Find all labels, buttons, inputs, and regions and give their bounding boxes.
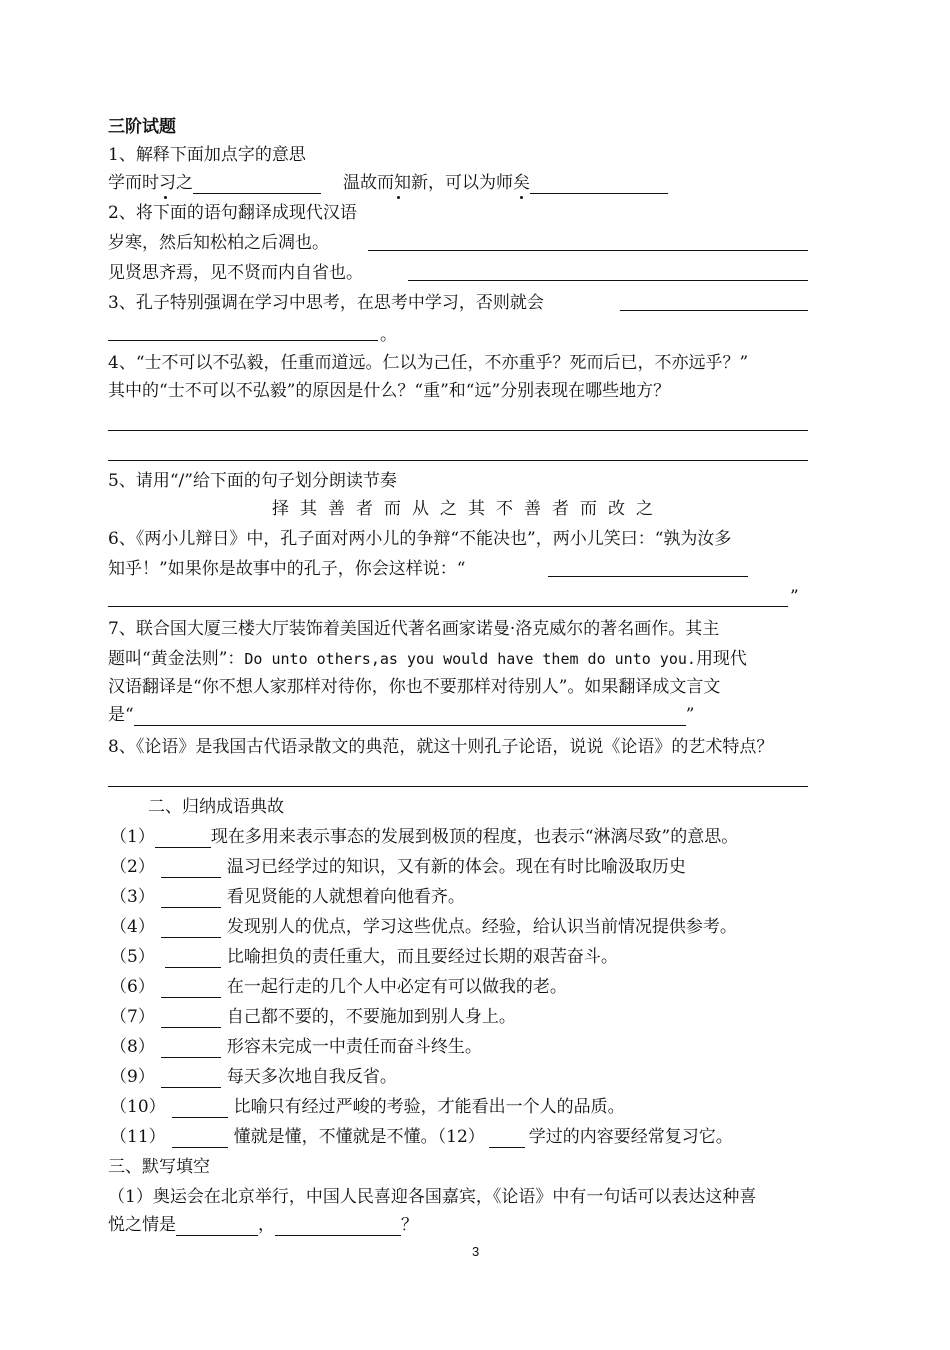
answer-blank[interactable] [193, 175, 321, 194]
section-3-heading: 三、默写填空 [108, 1157, 210, 1177]
question-6-end-quote: ” [790, 587, 799, 607]
question-5-sentence: 择其善者而从之其不善者而改之 [272, 499, 664, 519]
answer-blank[interactable] [161, 1009, 221, 1028]
answer-line[interactable] [368, 250, 808, 251]
question-7-line-2 [108, 648, 747, 670]
answer-blank[interactable] [161, 859, 221, 878]
answer-line[interactable] [108, 340, 378, 341]
answer-blank[interactable] [165, 949, 221, 968]
section-3-line-2: 悦之情是 ， ？ [108, 1215, 418, 1235]
question-3-stem: 3、孔子特别强调在学习中思考，在思考中学习，否则就会 [108, 293, 544, 313]
answer-blank[interactable] [176, 1217, 258, 1236]
emphasis-dot [397, 196, 400, 199]
answer-line[interactable] [108, 606, 788, 607]
answer-blank[interactable] [134, 707, 686, 726]
question-2-stem: 2、将下面的语句翻译成现代汉语 [108, 203, 357, 223]
section-2-heading: 二、归纳成语典故 [148, 797, 284, 817]
question-7-line-2-end: 用现代 [695, 649, 747, 669]
question-2-sentence-b: 见贤思齐焉，见不贤而内自省也。 [108, 263, 363, 283]
answer-blank[interactable] [161, 979, 221, 998]
question-7-line-4-end: ” [685, 705, 695, 725]
question-1-line [108, 172, 668, 194]
answer-line[interactable] [408, 280, 808, 281]
page-title: 三阶试题 [108, 117, 176, 137]
question-4-line-1: 4、“士不可以不弘毅，任重而道远。仁以为己任，不亦重乎？死而后已，不亦远乎？” [108, 353, 749, 373]
answer-line[interactable] [620, 310, 808, 311]
emphasis-dot [164, 196, 167, 199]
answer-line[interactable] [108, 786, 808, 787]
answer-blank[interactable] [172, 1099, 228, 1118]
idiom-item-9: （9） 每天多次地自我反省。 [110, 1067, 397, 1087]
idiom-item-7: （7） 自己都不要的，不要施加到别人身上。 [110, 1007, 516, 1027]
idiom-item-4: （4） 发现别人的优点，学习这些优点。经验，给认识当前情况提供参考。 [110, 917, 737, 937]
answer-line[interactable] [108, 460, 808, 461]
idiom-item-8: （8） 形容未完成一中责任而奋斗终生。 [110, 1037, 482, 1057]
idiom-item-12-text: 学过的内容要经常复习它。 [528, 1127, 733, 1147]
question-7-line-4-start: 是“ [108, 705, 134, 725]
answer-line[interactable] [548, 576, 748, 577]
answer-blank[interactable] [489, 1129, 525, 1148]
answer-blank[interactable] [275, 1217, 401, 1236]
section-3-line-1: （1）奥运会在北京举行，中国人民喜迎各国嘉宾，《论语》中有一句话可以表达这种喜 [108, 1187, 757, 1207]
answer-blank[interactable] [530, 175, 668, 194]
page-number: 3 [472, 1244, 480, 1259]
emphasis-dot [520, 196, 523, 199]
answer-blank[interactable] [172, 1129, 228, 1148]
question-3-end: 。 [380, 325, 397, 345]
golden-rule-english: Do unto others,as you would have them do unto you. [244, 650, 696, 668]
question-2-sentence-a: 岁寒，然后知松柏之后凋也。 [108, 233, 329, 253]
idiom-item-1: （1） 现在多用来表示事态的发展到极顶的程度，也表示“淋漓尽致”的意思。 [110, 827, 739, 847]
question-1-phrase-a: 学而时习之 [108, 173, 193, 193]
idiom-item-5: （5） 比喻担负的责任重大，而且要经过长期的艰苦奋斗。 [110, 947, 618, 967]
question-6-line-1: 6、《两小儿辩日》中，孔子面对两小儿的争辩“不能决也”，两小儿笑曰：“孰为汝多 [108, 529, 732, 549]
question-4-line-2: 其中的“士不可以不弘毅”的原因是什么？“重”和“远”分别表现在哪些地方？ [108, 381, 671, 401]
idiom-item-3: （3） 看见贤能的人就想着向他看齐。 [110, 887, 465, 907]
question-7-line-1: 7、联合国大厦三楼大厅装饰着美国近代著名画家诺曼·洛克威尔的著名画作。其主 [108, 619, 720, 639]
question-7-line-3: 汉语翻译是“你不想人家那样对待你，你也不要那样对待别人”。如果翻译成文言文 [108, 677, 721, 697]
answer-blank[interactable] [161, 919, 221, 938]
question-1-stem: 1、解释下面加点字的意思 [108, 145, 306, 165]
idiom-item-2: （2） 温习已经学过的知识，又有新的体会。现在有时比喻汲取历史 [110, 857, 686, 877]
question-8-stem: 8、《论语》是我国古代语录散文的典范，就这十则孔子论语，说说《论语》的艺术特点？ [108, 737, 774, 757]
question-7-label: 题叫“黄金法则”： [108, 649, 245, 669]
question-5-stem: 5、请用“/”给下面的句子划分朗读节奏 [108, 471, 397, 491]
answer-blank[interactable] [161, 1039, 221, 1058]
answer-blank[interactable] [161, 889, 221, 908]
answer-blank[interactable] [161, 1069, 221, 1088]
question-6-line-2: 知乎！”如果你是故事中的孔子，你会这样说：“ [108, 559, 466, 579]
question-1-phrase-b: 温故而知新，可以为师矣 [343, 173, 530, 193]
idiom-item-12-num: （12） [437, 1127, 485, 1147]
idiom-item-11: （11） 懂就是懂，不懂就是不懂。（12） 学过的内容要经常复习它。 [110, 1127, 733, 1147]
answer-blank[interactable] [155, 829, 211, 848]
idiom-item-6: （6） 在一起行走的几个人中必定有可以做我的老。 [110, 977, 567, 997]
answer-line[interactable] [108, 430, 808, 431]
idiom-item-10: （10） 比喻只有经过严峻的考验，才能看出一个人的品质。 [110, 1097, 625, 1117]
question-7-line-4 [108, 704, 694, 726]
